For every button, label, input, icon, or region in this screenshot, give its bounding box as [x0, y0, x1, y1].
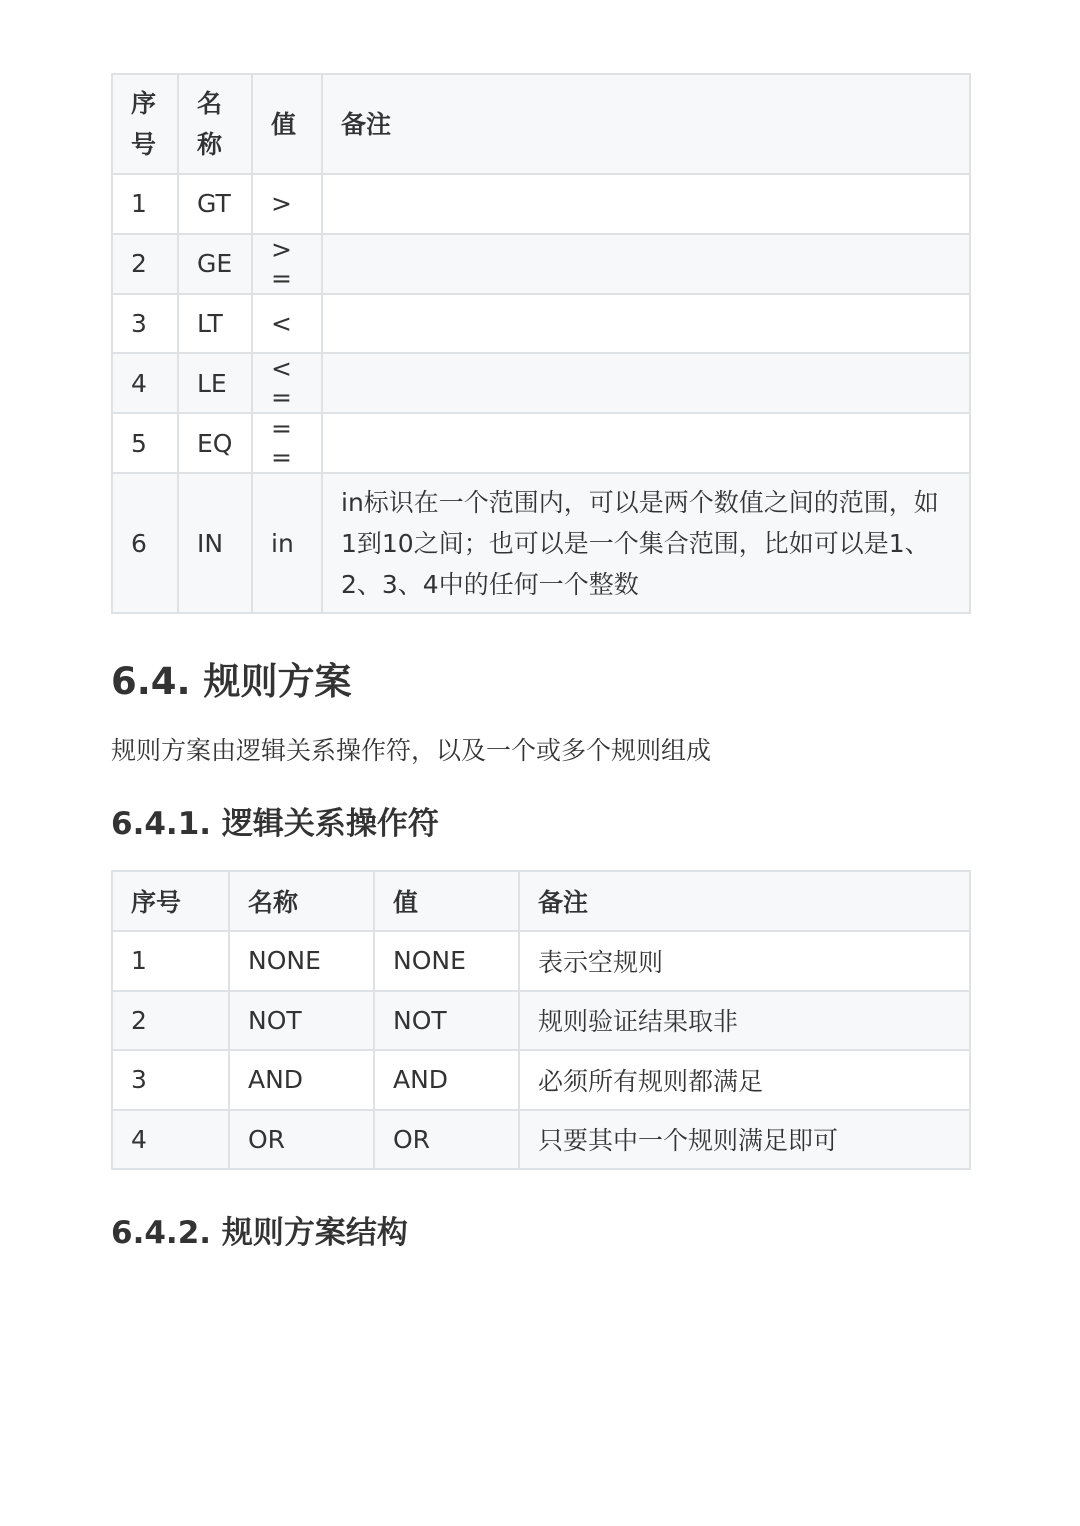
section-heading: 6.4. 规则方案: [111, 660, 352, 703]
cell-name: IN: [178, 473, 252, 613]
header-value: 值: [252, 74, 322, 174]
section-intro-paragraph: 规则方案由逻辑关系操作符，以及一个或多个规则组成: [111, 736, 712, 765]
cell-index: 3: [112, 294, 178, 354]
subsection-heading-rule-plan-structure: 6.4.2. 规则方案结构: [111, 1215, 408, 1251]
header-name: 名称: [229, 871, 374, 931]
subsection-heading-logical-operators: 6.4.1. 逻辑关系操作符: [111, 806, 439, 842]
table-row: [112, 991, 970, 1051]
cell-note: 必须所有规则都满足: [519, 1050, 970, 1110]
cell-note: 规则验证结果取非: [519, 991, 970, 1051]
table-row: [112, 234, 970, 294]
cell-name: NONE: [229, 931, 374, 991]
table-header-row: [112, 871, 970, 931]
cell-index: 1: [112, 931, 229, 991]
cell-name: LE: [178, 353, 252, 413]
header-name: 名称: [178, 74, 252, 174]
table-row: [112, 174, 970, 234]
cell-value: ==: [252, 413, 322, 473]
cell-index: 5: [112, 413, 178, 473]
cell-value: AND: [374, 1050, 519, 1110]
table-row: [112, 353, 970, 413]
cell-note: [322, 413, 970, 473]
cell-index: 2: [112, 234, 178, 294]
table-row: [112, 294, 970, 354]
cell-note: 只要其中一个规则满足即可: [519, 1110, 970, 1170]
table-header-row: [112, 74, 970, 174]
cell-index: 4: [112, 1110, 229, 1170]
table-row: [112, 1050, 970, 1110]
cell-name: OR: [229, 1110, 374, 1170]
header-note: 备注: [322, 74, 970, 174]
header-value: 值: [374, 871, 519, 931]
cell-name: LT: [178, 294, 252, 354]
cell-value: >=: [252, 234, 322, 294]
cell-value: OR: [374, 1110, 519, 1170]
cell-note: [322, 234, 970, 294]
cell-value: <=: [252, 353, 322, 413]
cell-name: EQ: [178, 413, 252, 473]
cell-index: 6: [112, 473, 178, 613]
table-row: [112, 413, 970, 473]
table-row: [112, 1110, 970, 1170]
cell-index: 1: [112, 174, 178, 234]
header-index: 序号: [112, 74, 178, 174]
table-row: [112, 931, 970, 991]
cell-note: in标识在一个范围内，可以是两个数值之间的范围，如1到10之间；也可以是一个集合范围，比如可以是1、2、3、4中的任何一个整数: [322, 473, 970, 613]
comparison-operator-table: [111, 73, 971, 614]
logical-operator-table: [111, 870, 971, 1170]
cell-note: [322, 353, 970, 413]
cell-value: >: [252, 174, 322, 234]
cell-note: [322, 174, 970, 234]
cell-name: AND: [229, 1050, 374, 1110]
cell-index: 4: [112, 353, 178, 413]
cell-name: GE: [178, 234, 252, 294]
cell-name: NOT: [229, 991, 374, 1051]
cell-value: <: [252, 294, 322, 354]
cell-name: GT: [178, 174, 252, 234]
table-row: [112, 473, 970, 613]
cell-note: [322, 294, 970, 354]
document-content: [111, 73, 969, 1251]
cell-note: 表示空规则: [519, 931, 970, 991]
header-index: 序号: [112, 871, 229, 931]
cell-value: NOT: [374, 991, 519, 1051]
cell-index: 3: [112, 1050, 229, 1110]
header-note: 备注: [519, 871, 970, 931]
cell-value: NONE: [374, 931, 519, 991]
cell-index: 2: [112, 991, 229, 1051]
cell-value: in: [252, 473, 322, 613]
